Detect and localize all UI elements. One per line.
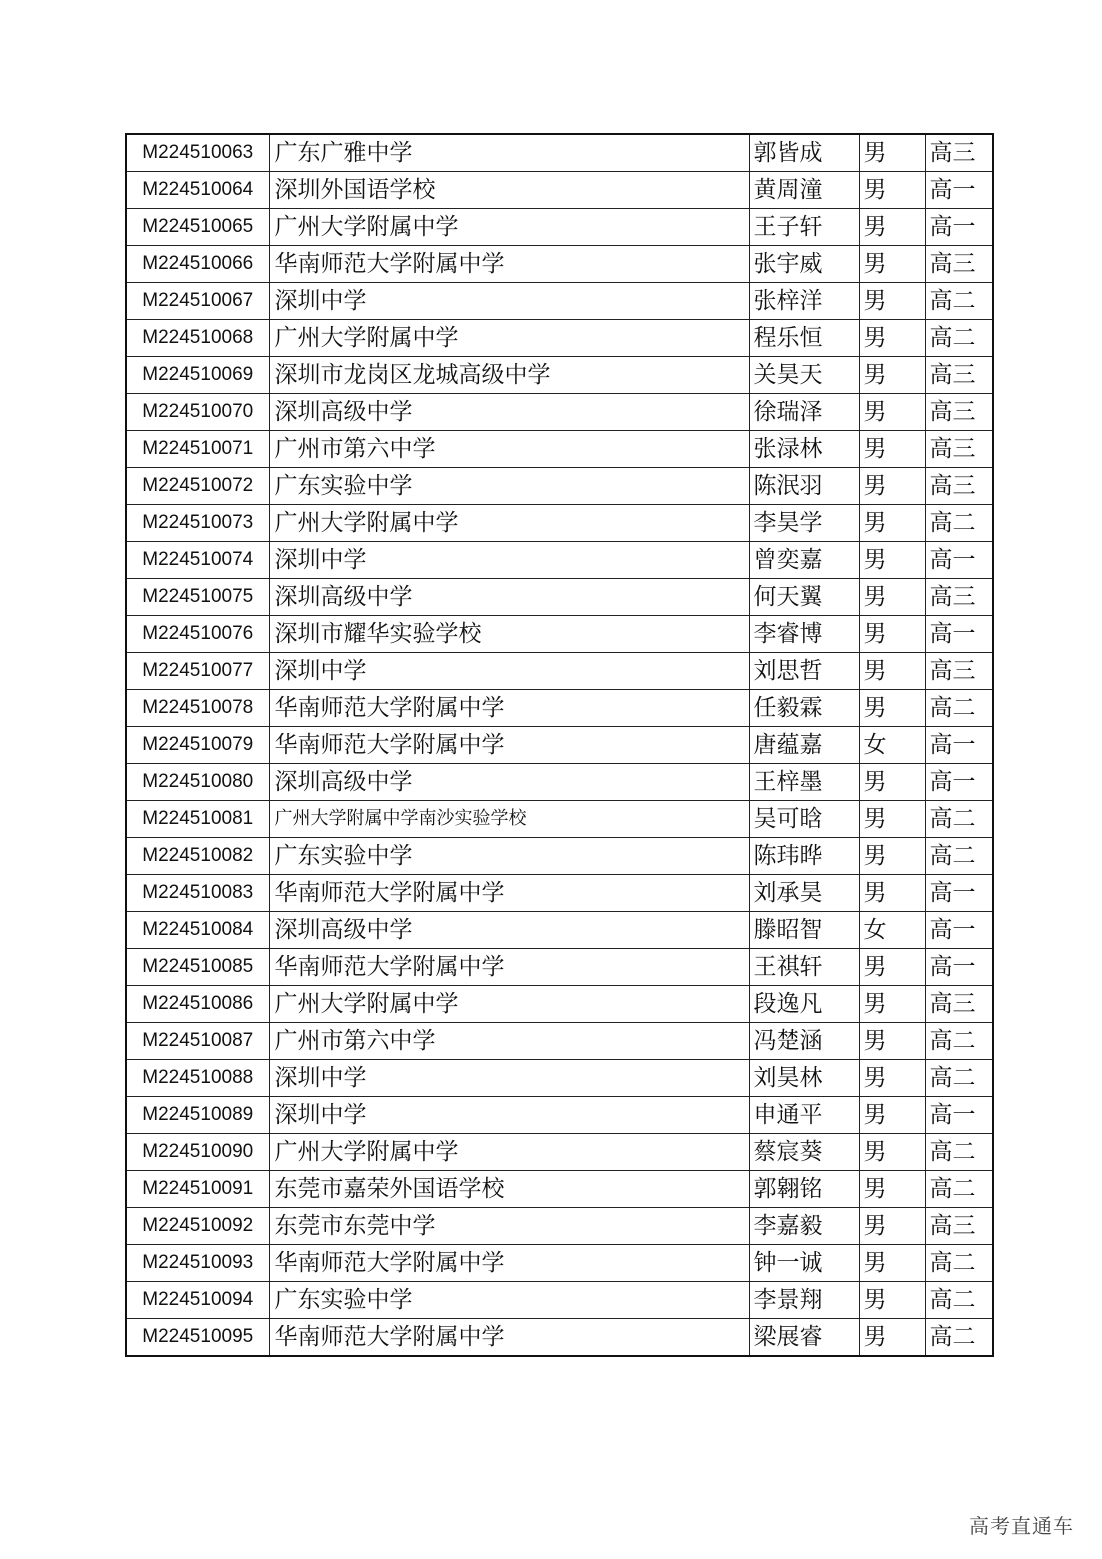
grade-cell: 高二 bbox=[925, 1245, 993, 1282]
registration-id-cell: M224510069 bbox=[126, 357, 269, 394]
student-name-cell: 张梓洋 bbox=[749, 283, 859, 320]
student-name-cell: 郭翱铭 bbox=[749, 1171, 859, 1208]
gender-cell: 男 bbox=[859, 209, 925, 246]
school-cell: 深圳高级中学 bbox=[269, 579, 749, 616]
gender-cell: 男 bbox=[859, 764, 925, 801]
gender-cell: 男 bbox=[859, 468, 925, 505]
grade-cell: 高二 bbox=[925, 505, 993, 542]
registration-id-cell: M224510095 bbox=[126, 1319, 269, 1357]
table-row bbox=[126, 1245, 993, 1282]
gender-cell: 男 bbox=[859, 690, 925, 727]
registration-id-cell: M224510086 bbox=[126, 986, 269, 1023]
gender-cell: 男 bbox=[859, 246, 925, 283]
registration-id-cell: M224510063 bbox=[126, 134, 269, 172]
registration-id-cell: M224510089 bbox=[126, 1097, 269, 1134]
student-name-cell: 王梓墨 bbox=[749, 764, 859, 801]
student-name-cell: 王子轩 bbox=[749, 209, 859, 246]
table-row bbox=[126, 134, 993, 172]
table-row bbox=[126, 764, 993, 801]
student-name-cell: 何天翼 bbox=[749, 579, 859, 616]
registration-id-cell: M224510088 bbox=[126, 1060, 269, 1097]
registration-id-cell: M224510087 bbox=[126, 1023, 269, 1060]
gender-cell: 男 bbox=[859, 653, 925, 690]
table-row bbox=[126, 1208, 993, 1245]
table-row bbox=[126, 505, 993, 542]
grade-cell: 高一 bbox=[925, 949, 993, 986]
grade-cell: 高二 bbox=[925, 320, 993, 357]
registration-id-cell: M224510093 bbox=[126, 1245, 269, 1282]
student-name-cell: 任毅霖 bbox=[749, 690, 859, 727]
gender-cell: 男 bbox=[859, 283, 925, 320]
grade-cell: 高三 bbox=[925, 431, 993, 468]
registration-id-cell: M224510070 bbox=[126, 394, 269, 431]
school-cell: 广州大学附属中学 bbox=[269, 505, 749, 542]
gender-cell: 男 bbox=[859, 1319, 925, 1357]
table-row bbox=[126, 579, 993, 616]
registration-id-cell: M224510081 bbox=[126, 801, 269, 838]
table-row bbox=[126, 616, 993, 653]
table-row bbox=[126, 1282, 993, 1319]
school-cell: 华南师范大学附属中学 bbox=[269, 246, 749, 283]
table-row bbox=[126, 1060, 993, 1097]
table-row bbox=[126, 468, 993, 505]
grade-cell: 高一 bbox=[925, 616, 993, 653]
school-cell: 华南师范大学附属中学 bbox=[269, 690, 749, 727]
grade-cell: 高二 bbox=[925, 1060, 993, 1097]
school-cell: 广州大学附属中学 bbox=[269, 209, 749, 246]
school-cell: 华南师范大学附属中学 bbox=[269, 875, 749, 912]
school-cell: 广东实验中学 bbox=[269, 1282, 749, 1319]
gender-cell: 男 bbox=[859, 1060, 925, 1097]
student-name-cell: 段逸凡 bbox=[749, 986, 859, 1023]
table-row bbox=[126, 394, 993, 431]
registration-id-cell: M224510083 bbox=[126, 875, 269, 912]
gender-cell: 男 bbox=[859, 1282, 925, 1319]
school-cell: 广东实验中学 bbox=[269, 468, 749, 505]
registration-id-cell: M224510075 bbox=[126, 579, 269, 616]
registration-id-cell: M224510072 bbox=[126, 468, 269, 505]
gender-cell: 男 bbox=[859, 320, 925, 357]
school-cell: 深圳中学 bbox=[269, 653, 749, 690]
school-cell: 广州市第六中学 bbox=[269, 1023, 749, 1060]
gender-cell: 男 bbox=[859, 134, 925, 172]
grade-cell: 高二 bbox=[925, 1319, 993, 1357]
student-roster-table bbox=[125, 133, 994, 1357]
grade-cell: 高三 bbox=[925, 468, 993, 505]
gender-cell: 男 bbox=[859, 949, 925, 986]
table-row bbox=[126, 801, 993, 838]
grade-cell: 高二 bbox=[925, 283, 993, 320]
gender-cell: 男 bbox=[859, 801, 925, 838]
table-row bbox=[126, 653, 993, 690]
table-row bbox=[126, 320, 993, 357]
grade-cell: 高一 bbox=[925, 1097, 993, 1134]
school-cell: 广东实验中学 bbox=[269, 838, 749, 875]
grade-cell: 高三 bbox=[925, 134, 993, 172]
table-row bbox=[126, 690, 993, 727]
registration-id-cell: M224510067 bbox=[126, 283, 269, 320]
registration-id-cell: M224510074 bbox=[126, 542, 269, 579]
registration-id-cell: M224510068 bbox=[126, 320, 269, 357]
grade-cell: 高一 bbox=[925, 727, 993, 764]
student-name-cell: 关昊天 bbox=[749, 357, 859, 394]
registration-id-cell: M224510076 bbox=[126, 616, 269, 653]
school-cell: 深圳中学 bbox=[269, 1097, 749, 1134]
student-name-cell: 吴可晗 bbox=[749, 801, 859, 838]
student-name-cell: 蔡宸葵 bbox=[749, 1134, 859, 1171]
school-cell: 广州大学附属中学 bbox=[269, 320, 749, 357]
table-row bbox=[126, 1319, 993, 1357]
grade-cell: 高三 bbox=[925, 394, 993, 431]
grade-cell: 高二 bbox=[925, 838, 993, 875]
table-row bbox=[126, 912, 993, 949]
gender-cell: 男 bbox=[859, 838, 925, 875]
table-row bbox=[126, 1023, 993, 1060]
grade-cell: 高一 bbox=[925, 542, 993, 579]
school-cell: 东莞市嘉荣外国语学校 bbox=[269, 1171, 749, 1208]
school-cell: 广东广雅中学 bbox=[269, 134, 749, 172]
student-name-cell: 刘承昊 bbox=[749, 875, 859, 912]
student-name-cell: 张宇威 bbox=[749, 246, 859, 283]
table-row bbox=[126, 1134, 993, 1171]
school-cell: 深圳市耀华实验学校 bbox=[269, 616, 749, 653]
grade-cell: 高三 bbox=[925, 986, 993, 1023]
registration-id-cell: M224510085 bbox=[126, 949, 269, 986]
school-cell: 深圳中学 bbox=[269, 283, 749, 320]
registration-id-cell: M224510065 bbox=[126, 209, 269, 246]
student-name-cell: 张渌林 bbox=[749, 431, 859, 468]
registration-id-cell: M224510080 bbox=[126, 764, 269, 801]
school-cell: 深圳高级中学 bbox=[269, 764, 749, 801]
student-name-cell: 曾奕嘉 bbox=[749, 542, 859, 579]
student-name-cell: 李嘉毅 bbox=[749, 1208, 859, 1245]
grade-cell: 高三 bbox=[925, 357, 993, 394]
school-cell: 广州大学附属中学 bbox=[269, 1134, 749, 1171]
grade-cell: 高三 bbox=[925, 579, 993, 616]
grade-cell: 高二 bbox=[925, 801, 993, 838]
student-name-cell: 陈玮晔 bbox=[749, 838, 859, 875]
grade-cell: 高一 bbox=[925, 209, 993, 246]
gender-cell: 男 bbox=[859, 1171, 925, 1208]
gender-cell: 男 bbox=[859, 357, 925, 394]
student-name-cell: 程乐恒 bbox=[749, 320, 859, 357]
table-row bbox=[126, 986, 993, 1023]
table-row bbox=[126, 838, 993, 875]
table-row bbox=[126, 875, 993, 912]
student-name-cell: 滕昭智 bbox=[749, 912, 859, 949]
table-row bbox=[126, 1097, 993, 1134]
student-name-cell: 王祺轩 bbox=[749, 949, 859, 986]
grade-cell: 高一 bbox=[925, 172, 993, 209]
grade-cell: 高三 bbox=[925, 1208, 993, 1245]
registration-id-cell: M224510077 bbox=[126, 653, 269, 690]
student-name-cell: 刘思哲 bbox=[749, 653, 859, 690]
student-name-cell: 陈泯羽 bbox=[749, 468, 859, 505]
gender-cell: 男 bbox=[859, 1134, 925, 1171]
registration-id-cell: M224510090 bbox=[126, 1134, 269, 1171]
school-cell: 华南师范大学附属中学 bbox=[269, 949, 749, 986]
gender-cell: 男 bbox=[859, 1208, 925, 1245]
grade-cell: 高二 bbox=[925, 690, 993, 727]
gender-cell: 男 bbox=[859, 875, 925, 912]
registration-id-cell: M224510071 bbox=[126, 431, 269, 468]
registration-id-cell: M224510079 bbox=[126, 727, 269, 764]
watermark-text: 高考直通车 bbox=[969, 1514, 1074, 1538]
registration-id-cell: M224510091 bbox=[126, 1171, 269, 1208]
table-row bbox=[126, 431, 993, 468]
grade-cell: 高二 bbox=[925, 1171, 993, 1208]
gender-cell: 男 bbox=[859, 542, 925, 579]
student-name-cell: 李景翔 bbox=[749, 1282, 859, 1319]
student-name-cell: 郭皆成 bbox=[749, 134, 859, 172]
registration-id-cell: M224510094 bbox=[126, 1282, 269, 1319]
student-name-cell: 徐瑞泽 bbox=[749, 394, 859, 431]
grade-cell: 高三 bbox=[925, 653, 993, 690]
table-row bbox=[126, 1171, 993, 1208]
grade-cell: 高二 bbox=[925, 1282, 993, 1319]
gender-cell: 女 bbox=[859, 727, 925, 764]
table-row bbox=[126, 283, 993, 320]
gender-cell: 男 bbox=[859, 431, 925, 468]
gender-cell: 男 bbox=[859, 505, 925, 542]
gender-cell: 男 bbox=[859, 172, 925, 209]
student-name-cell: 李睿博 bbox=[749, 616, 859, 653]
student-name-cell: 刘昊林 bbox=[749, 1060, 859, 1097]
grade-cell: 高一 bbox=[925, 912, 993, 949]
roster-body bbox=[126, 134, 993, 1356]
student-name-cell: 梁展睿 bbox=[749, 1319, 859, 1357]
gender-cell: 女 bbox=[859, 912, 925, 949]
table-row bbox=[126, 209, 993, 246]
student-name-cell: 钟一诚 bbox=[749, 1245, 859, 1282]
student-name-cell: 黄周潼 bbox=[749, 172, 859, 209]
grade-cell: 高一 bbox=[925, 764, 993, 801]
gender-cell: 男 bbox=[859, 616, 925, 653]
school-cell: 华南师范大学附属中学 bbox=[269, 727, 749, 764]
school-cell: 深圳中学 bbox=[269, 542, 749, 579]
registration-id-cell: M224510073 bbox=[126, 505, 269, 542]
gender-cell: 男 bbox=[859, 579, 925, 616]
student-name-cell: 冯楚涵 bbox=[749, 1023, 859, 1060]
registration-id-cell: M224510082 bbox=[126, 838, 269, 875]
table-row bbox=[126, 949, 993, 986]
table-row bbox=[126, 246, 993, 283]
registration-id-cell: M224510064 bbox=[126, 172, 269, 209]
school-cell: 华南师范大学附属中学 bbox=[269, 1245, 749, 1282]
school-cell: 东莞市东莞中学 bbox=[269, 1208, 749, 1245]
school-cell: 深圳高级中学 bbox=[269, 912, 749, 949]
grade-cell: 高二 bbox=[925, 1134, 993, 1171]
gender-cell: 男 bbox=[859, 1097, 925, 1134]
school-cell: 广州大学附属中学南沙实验学校 bbox=[269, 801, 749, 838]
school-cell: 华南师范大学附属中学 bbox=[269, 1319, 749, 1357]
school-cell: 广州大学附属中学 bbox=[269, 986, 749, 1023]
registration-id-cell: M224510078 bbox=[126, 690, 269, 727]
grade-cell: 高二 bbox=[925, 1023, 993, 1060]
registration-id-cell: M224510066 bbox=[126, 246, 269, 283]
table-row bbox=[126, 172, 993, 209]
school-cell: 深圳市龙岗区龙城高级中学 bbox=[269, 357, 749, 394]
registration-id-cell: M224510084 bbox=[126, 912, 269, 949]
grade-cell: 高一 bbox=[925, 875, 993, 912]
school-cell: 深圳高级中学 bbox=[269, 394, 749, 431]
grade-cell: 高三 bbox=[925, 246, 993, 283]
table-row bbox=[126, 357, 993, 394]
school-cell: 广州市第六中学 bbox=[269, 431, 749, 468]
student-name-cell: 唐蕴嘉 bbox=[749, 727, 859, 764]
school-cell: 深圳外国语学校 bbox=[269, 172, 749, 209]
gender-cell: 男 bbox=[859, 986, 925, 1023]
student-name-cell: 李昊学 bbox=[749, 505, 859, 542]
table-row bbox=[126, 727, 993, 764]
student-name-cell: 申通平 bbox=[749, 1097, 859, 1134]
gender-cell: 男 bbox=[859, 394, 925, 431]
gender-cell: 男 bbox=[859, 1245, 925, 1282]
table-row bbox=[126, 542, 993, 579]
registration-id-cell: M224510092 bbox=[126, 1208, 269, 1245]
school-cell: 深圳中学 bbox=[269, 1060, 749, 1097]
gender-cell: 男 bbox=[859, 1023, 925, 1060]
